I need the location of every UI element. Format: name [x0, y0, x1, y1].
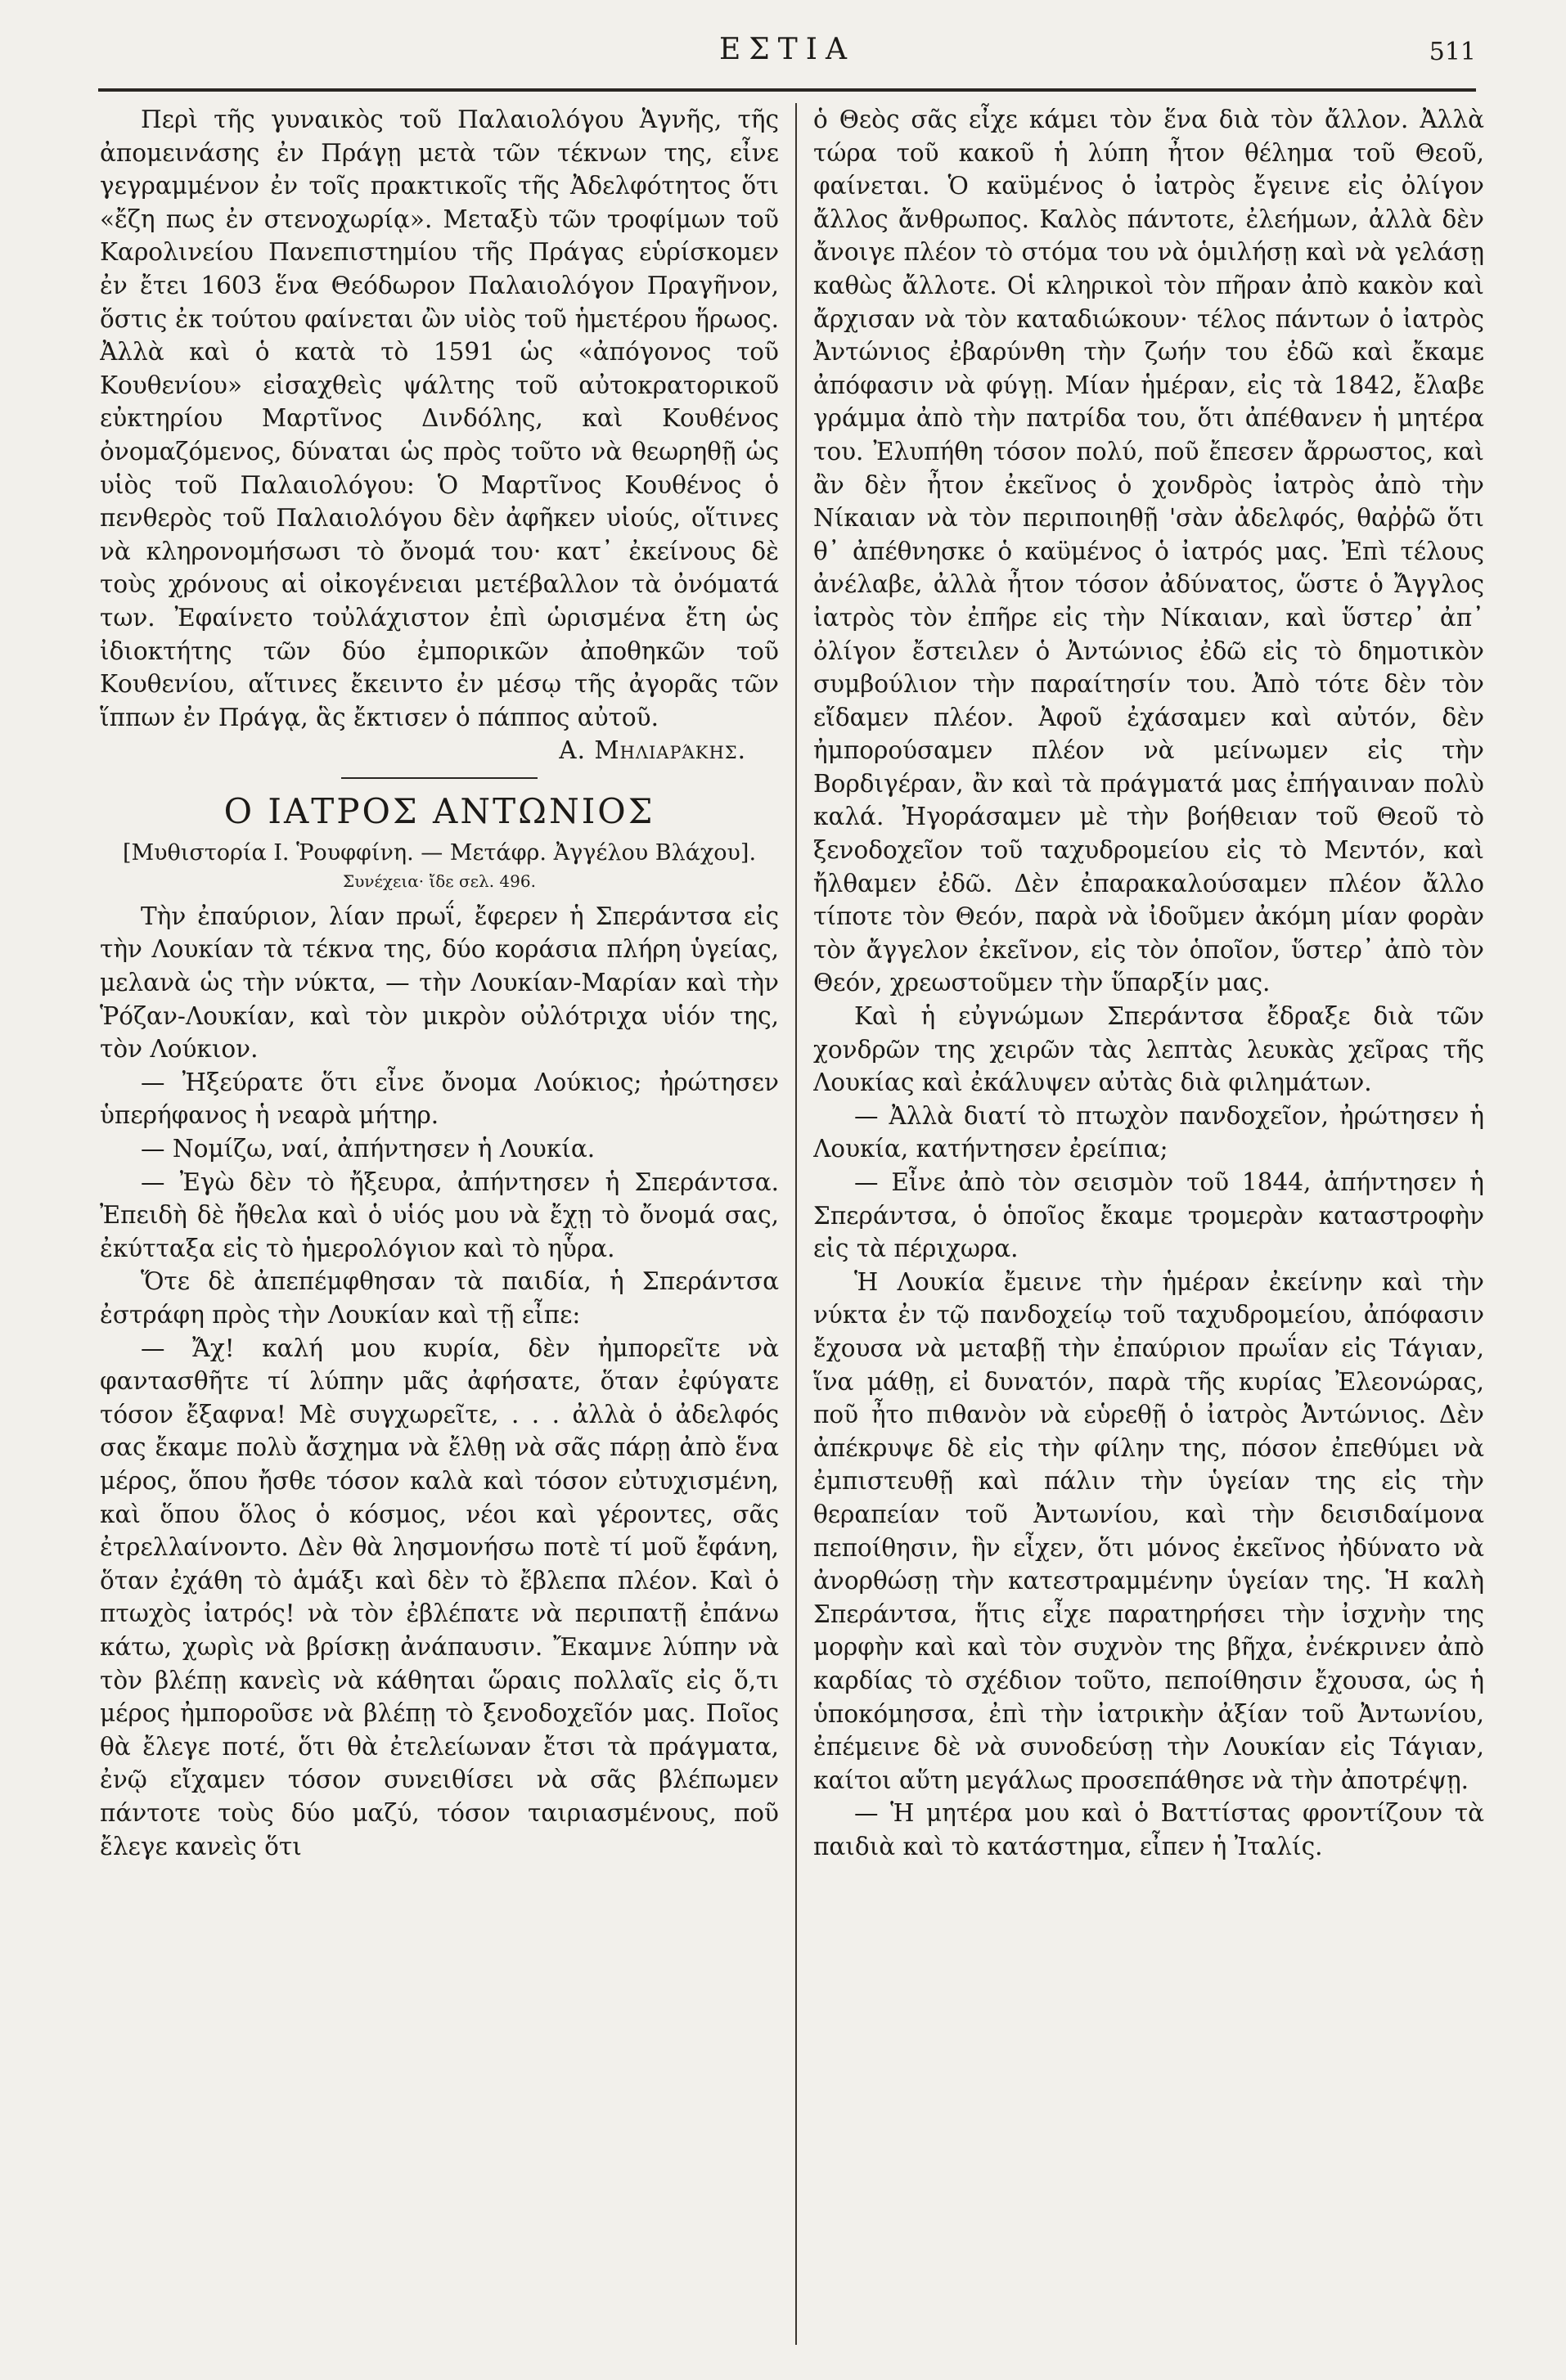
page-number: 511 [1429, 38, 1476, 66]
story-title: Ο ΙΑΤΡΟΣ ΑΝΤΩΝΙΟΣ [223, 790, 655, 831]
page-header [98, 33, 1476, 82]
story-byline: [Μυθιστορία Ι. Ῥουφφίνη. — Μετάφρ. Ἀγγέλου Βλάχου]. [122, 839, 757, 866]
story-paragraph: — Εἶνε ἀπὸ τὸν σεισμὸν τοῦ 1844, ἀπήντησεν ἡ Σπεράντσα, ὁ ὁποῖος ἔκαμε τρομερὰν καταστροφὴν εἰς τὰ πέριχωρα. [813, 1168, 1484, 1263]
story-paragraph: Καὶ ἡ εὐγνώμων Σπεράντσα ἔδραξε διὰ τῶν χονδρῶν της χειρῶν τὰς λεπτὰς λευκὰς χεῖρας τῆς Λουκίας καὶ ἐκάλυψεν αὐτὰς διὰ φιλημάτων. [813, 1002, 1484, 1097]
right-column [813, 103, 1484, 2361]
story-paragraph: — Ἐγὼ δὲν τὸ ἤξευρα, ἀπήντησεν ἡ Σπεράντσα. Ἐπειδὴ δὲ ἤθελα καὶ ὁ υἱός μου νὰ ἔχῃ τὸ ὄνομά σας, ἐκύτταξα εἰς τὸ ἡμερολόγιον καὶ τὸ ηὗρα. [100, 1168, 779, 1262]
left-column [100, 103, 779, 2361]
author-signature: Α. Μηλιαράκης. [559, 736, 746, 765]
story-paragraph: — Ἀλλὰ διατί τὸ πτωχὸν πανδοχεῖον, ἠρώτησεν ἡ Λουκία, κατήντησεν ἐρείπια; [813, 1101, 1484, 1163]
running-title: ΕΣΤΙΑ [719, 33, 855, 66]
article-paragraph: Περὶ τῆς γυναικὸς τοῦ Παλαιολόγου Ἁγνῆς, τῆς ἀπομεινάσης ἐν Πράγῃ μετὰ τῶν τέκνων της, εἶνε γεγραμμένον ἐν τοῖς πρακτικοῖς τῆς Ἀδελφότητος ὅτι «ἔζη πως ἐν στενοχωρίᾳ». Μεταξὺ τῶν τροφίμων τοῦ Καρολινείου Πανεπιστημίου τῆς Πράγας εὑρίσκομεν ἐν ἔτει 1603 ἕνα Θεόδωρον Παλαιολόγον Πραγῆνον, ὅστις ἐκ τούτου φαίνεται ὢν υἱὸς τοῦ ἡμετέρου ἥρωος. Ἀλλὰ καὶ ὁ κατὰ τὸ 1591 ὡς «ἀπόγονος τοῦ Κουθενίου» εἰσαχθεὶς ψάλτης τοῦ αὐτοκρατορικοῦ εὐκτηρίου Μαρτῖνος Δινδόλης, καὶ Κουθένος ὀνομαζόμενος, δύναται ὡς πρὸς τοῦτο νὰ θεωρηθῇ ὡς υἱὸς τοῦ Παλαιολόγου: Ὁ Μαρτῖνος Κουθένος ὁ πενθερὸς τοῦ Παλαιολόγου δὲν ἀφῆκεν υἱούς, οἵτινες νὰ κληρονομήσωσι τὸ ὄνομά του· κατ᾽ ἐκείνους δὲ τοὺς χρόνους αἱ οἰκογένειαι μετέβαλλον τὰ ὀνόματά των. Ἐφαίνετο τοὐλάχιστον ἐπὶ ὡρισμένα ἔτη ὡς ἰδιοκτήτης τῶν δύο ἐμπορικῶν ἀποθηκῶν τοῦ Κουθενίου, αἵτινες ἔκειντο ἐν μέσῳ τῆς ἀγορᾶς τῶν ἵππων ἐν Πράγᾳ, ἃς ἔκτισεν ὁ πάππος αὐτοῦ. [100, 106, 779, 731]
story-paragraph: Ὅτε δὲ ἀπεπέμφθησαν τὰ παιδία, ἡ Σπεράντσα ἐστράφη πρὸς τὴν Λουκίαν καὶ τῇ εἶπε: [100, 1267, 779, 1329]
story-paragraph: — Ἡ μητέρα μου καὶ ὁ Βαττίστας φροντίζουν τὰ παιδιὰ καὶ τὸ κατάστημα, εἶπεν ἡ Ἰταλίς. [813, 1799, 1484, 1860]
story-paragraph: — Ἠξεύρατε ὅτι εἶνε ὄνομα Λούκιος; ἠρώτησεν ὑπερήφανος ἡ νεαρὰ μήτηρ. [100, 1068, 779, 1130]
story-paragraph: — Ἄχ! καλή μου κυρία, δὲν ἠμπορεῖτε νὰ φαντασθῆτε τί λύπην μᾶς ἀφήσατε, ὅταν ἐφύγατε τόσον ἔξαφνα! Μὲ συγχωρεῖτε, . . . ἀλλὰ ὁ ἀδελφός σας ἔκαμε πολὺ ἄσχημα νὰ ἔλθῃ νὰ σᾶς πάρῃ ἀπὸ ἕνα μέρος, ὅπου ἤσθε τόσον καλὰ καὶ τόσον εὐτυχισμένη, καὶ ὅπου ὅλος ὁ κόσμος, νέοι καὶ γέροντες, σᾶς ἐτρελλαίνοντο. Δὲν θὰ λησμονήσω ποτὲ τί μοῦ ἔφάνη, ὅταν ἐχάθη τὸ ἁμάξι καὶ δὲν τὸ ἔβλεπα πλέον. Καὶ ὁ πτωχὸς ἰατρός! νὰ τὸν ἐβλέπατε νὰ περιπατῇ ἐπάνω κάτω, χωρὶς νὰ βρίσκῃ ἀνάπαυσιν. Ἔκαμνε λύπην νὰ τὸν βλέπῃ κανεὶς νὰ κάθηται ὥραις πολλαῖς εἰς ὅ,τι μέρος ἠμποροῦσε νὰ βλέπῃ τὸ ξενοδοχεῖόν μας. Ποῖος θὰ ἔλεγε ποτέ, ὅτι θὰ ἐτελείωναν ἔτσι τὰ πράγματα, ἐνῷ εἴχαμεν τόσον συνειθίσει νὰ σᾶς βλέπωμεν πάντοτε τοὺς δύο μαζύ, τόσον ταιριασμένους, ποῦ ἔλεγε κανεὶς ὅτι [100, 1334, 779, 1860]
story-paragraph: ὁ Θεὸς σᾶς εἶχε κάμει τὸν ἕνα διὰ τὸν ἄλλον. Ἀλλὰ τώρα τοῦ κακοῦ ἡ λύπη ἦτον θέλημα τοῦ Θεοῦ, φαίνεται. Ὁ καϋμένος ὁ ἰατρὸς ἔγεινε εἰς ὀλίγον ἄλλος ἄνθρωπος. Καλὸς πάντοτε, ἐλεήμων, ἀλλὰ δὲν ἄνοιγε πλέον τὸ στόμα του νὰ ὁμιλήσῃ καὶ νὰ γελάσῃ καθὼς ἄλλοτε. Οἱ κληρικοὶ τὸν πῆραν ἀπὸ κακὸν καὶ ἄρχισαν νὰ τὸν καταδιώκουν· τέλος πάντων ὁ ἰατρὸς Ἀντώνιος ἐβαρύνθη τὴν ζωήν του ἐδῶ καὶ ἔκαμε ἀπόφασιν νὰ φύγῃ. Μίαν ἡμέραν, εἰς τὰ 1842, ἔλαβε γράμμα ἀπὸ τὴν πατρίδα του, ὅτι ἀπέθανεν ἡ μητέρα του. Ἐλυπήθη τόσον πολύ, ποῦ ἔπεσεν ἄρρωστος, καὶ ἂν δὲν ἦτον ἐκεῖνος ὁ χονδρὸς ἰατρὸς ἀπὸ τὴν Νίκαιαν νὰ τὸν περιποιηθῇ 'σὰν ἀδελφός, θαῤῥῶ ὅτι θ᾽ ἀπέθνησκε ὁ καϋμένος ὁ ἰατρός μας. Ἐπὶ τέλους ἀνέλαβε, ἀλλὰ ἦτον τόσον ἀδύνατος, ὥστε ὁ Ἄγγλος ἰατρὸς τὸν ἐπῆρε εἰς τὴν Νίκαιαν, καὶ ὕστερ᾽ ἀπ᾽ ὀλίγον ἔστειλεν ὁ Ἀντώνιος ἐδῶ εἰς τὸ δημοτικὸν συμβούλιον τὴν παραίτησίν του. Ἀπὸ τότε δὲν τὸν εἴδαμεν πλέον. Ἀφοῦ ἐχάσαμεν καὶ αὐτόν, δὲν ἠμπορούσαμεν πλέον νὰ μείνωμεν εἰς τὴν Βορδιγέραν, ἂν καὶ τὰ πράγματά μας ἐπήγαιναν πολὺ καλά. Ἠγοράσαμεν μὲ τὴν βοήθειαν τοῦ Θεοῦ τὸ ξενοδοχεῖον τοῦ ταχυδρομείου εἰς τὸ Μεντόν, καὶ ἤλθαμεν ἐδῶ. Δὲν ἐπαρακαλούσαμεν πλέον ἄλλο τίποτε τὸν Θεόν, παρὰ νὰ ἰδοῦμεν ἀκόμη μίαν φορὰν τὸν ἄγγελον ἐκεῖνον, εἰς τὸν ὁποῖον, ὕστερ᾽ ἀπὸ τὸν Θεόν, χρεωστοῦμεν τὴν ὕπαρξίν μας. [813, 106, 1484, 997]
story-paragraph: Τὴν ἐπαύριον, λίαν πρωΐ, ἔφερεν ἡ Σπεράντσα εἰς τὴν Λουκίαν τὰ τέκνα της, δύο κοράσια πλήρη ὑγείας, μελανὰ ὡς τὴν νύκτα, — τὴν Λουκίαν-Μαρίαν καὶ τὴν Ῥόζαν-Λουκίαν, καὶ τὸν μικρὸν οὐλότριχα υἱόν της, τὸν Λούκιον. [100, 902, 779, 1064]
column-divider [795, 103, 797, 2345]
continuation-note: Συνέχεια· ἴδε σελ. 496. [343, 871, 536, 891]
story-paragraph: Ἡ Λουκία ἔμεινε τὴν ἡμέραν ἐκείνην καὶ τὴν νύκτα ἐν τῷ πανδοχείῳ τοῦ ταχυδρομείου, ἀπόφασιν ἔχουσα νὰ μεταβῇ τὴν ἐπαύριον πρωΐαν εἰς Τάγιαν, ἵνα μάθῃ, εἰ δυνατόν, παρὰ τῆς κυρίας Ἐλεονώρας, ποῦ ἦτο πιθανὸν νὰ εὑρεθῇ ὁ ἰατρὸς Ἀντώνιος. Δὲν ἀπέκρυψε δὲ εἰς τὴν φίλην της, πόσον ἐπεθύμει νὰ ἐμπιστευθῇ καὶ πάλιν τὴν ὑγείαν της εἰς τὴν θεραπείαν τοῦ Ἀντωνίου, καὶ τὴν δεισιδαίμονα πεποίθησιν, ἣν εἶχεν, ὅτι μόνος ἐκεῖνος ἠδύνατο νὰ ἀνορθώσῃ τὴν κατεστραμμένην ὑγείαν της. Ἡ καλὴ Σπεράντσα, ἥτις εἶχε παρατηρήσει τὴν ἰσχνὴν της μορφὴν καὶ καὶ τὸν συχνὸν της βῆχα, ἐνέκρινεν ἀπὸ καρδίας τὸ σχέδιον τοῦτο, πεποίθησιν ἔχουσα, ὡς ἡ ὑποκόμησσα, ἐπὶ τὴν ἰατρικὴν ἀξίαν τοῦ Ἀντωνίου, ἐπέμεινε δὲ νὰ συνοδεύσῃ τὴν Λουκίαν εἰς Τάγιαν, καίτοι αὕτη μεγάλως προσεπάθησε νὰ τὴν ἀποτρέψῃ. [813, 1267, 1484, 1794]
story-paragraph: — Νομίζω, ναί, ἀπήντησεν ἡ Λουκία. [141, 1135, 596, 1163]
section-divider [341, 777, 538, 779]
header-rule [98, 88, 1476, 92]
